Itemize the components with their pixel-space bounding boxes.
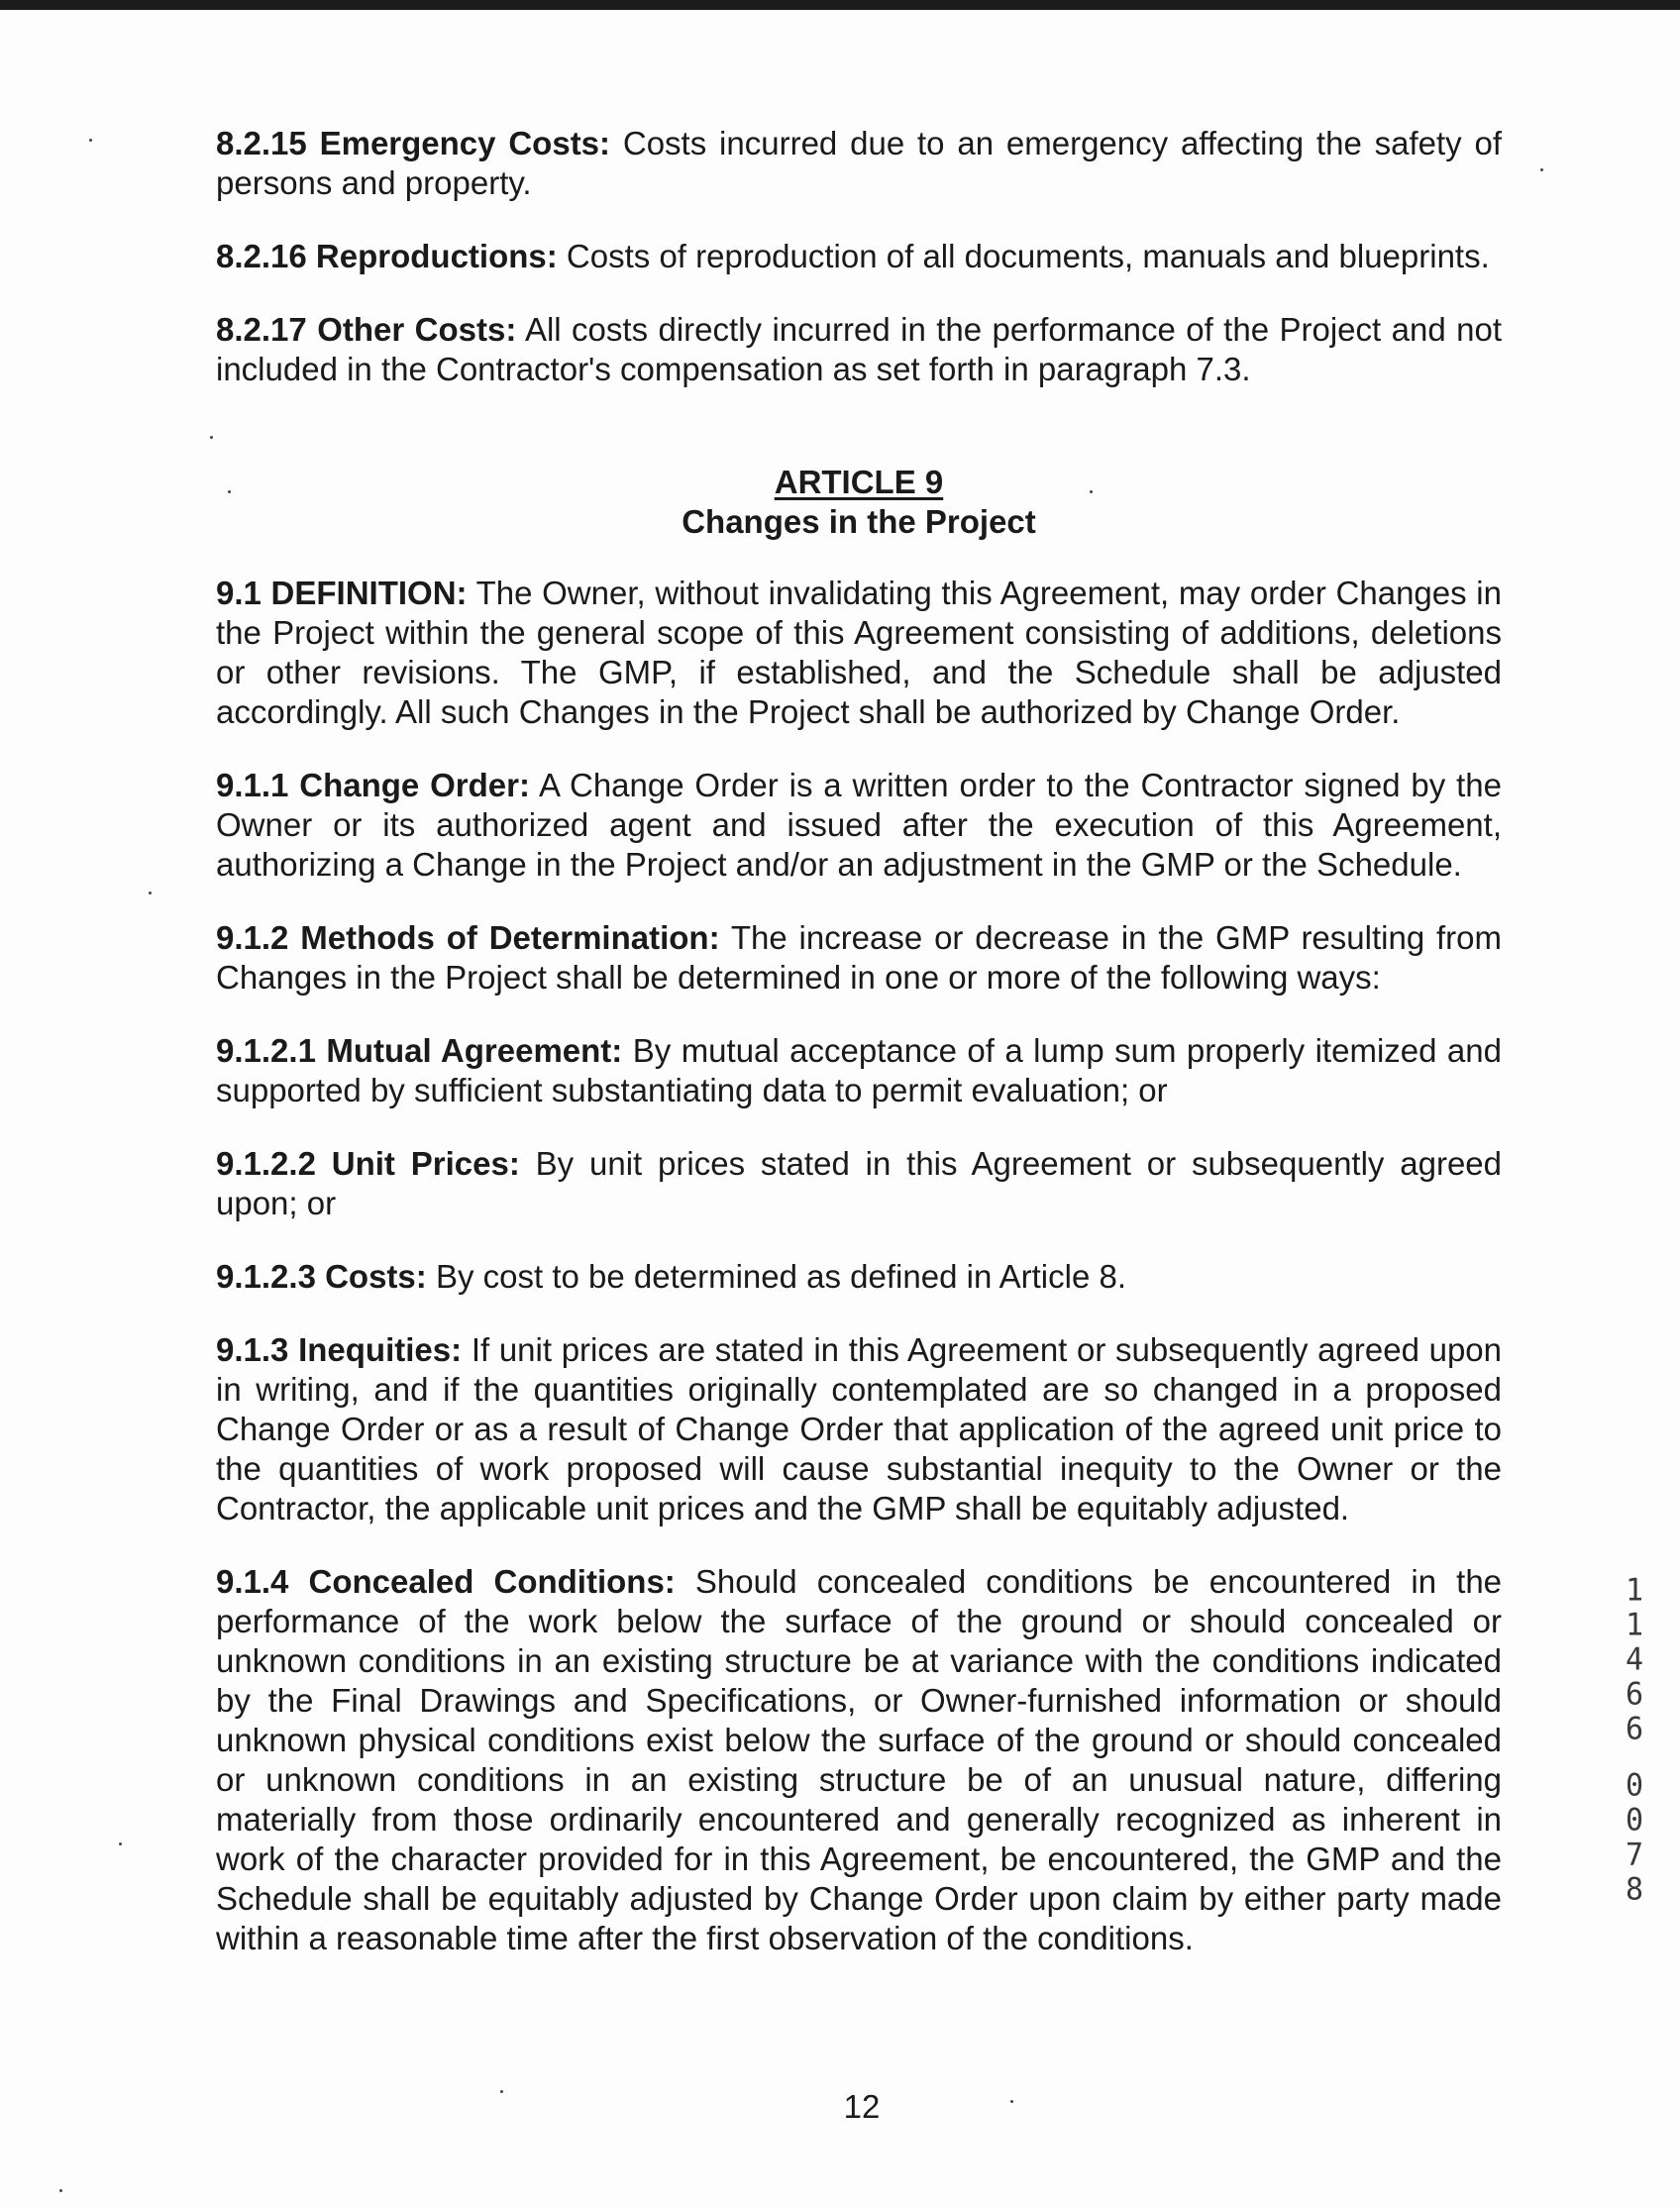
section-9-1-4: [216, 1562, 1502, 1958]
section-label: Costs:: [325, 1258, 427, 1295]
bates-digit: 6: [1625, 1711, 1644, 1747]
bates-digit: 8: [1625, 1871, 1644, 1908]
bates-stamp: [1620, 1573, 1649, 1907]
section-9-1-2-2: [216, 1144, 1502, 1223]
scan-speck: [1010, 2100, 1013, 2103]
section-number: 9.1.2.2: [216, 1145, 316, 1182]
document-body: [216, 124, 1502, 1958]
section-label: Concealed Conditions:: [308, 1563, 676, 1600]
section-9-1: [216, 574, 1502, 732]
section-text: The increase or decrease in the GMP resulting from Changes in the Project shall be determined in one or more of the following ways:: [216, 919, 1503, 996]
scan-speck: [1540, 168, 1543, 171]
section-text: The Owner, without invalidating this Agreement, may order Changes in the Project within the general scope of this Agreement consisting of additions, deletions or other revisions. The GMP, if established, and the Schedule shall be adjusted accordingly. All such Changes in the Project shall be authorized by Change Order.: [216, 575, 1502, 730]
section-label: Emergency Costs:: [319, 125, 611, 161]
bates-digit: 4: [1625, 1641, 1644, 1678]
section-label: Other Costs:: [317, 311, 517, 348]
section-9-1-3: [216, 1330, 1502, 1528]
section-text: A Change Order is a written order to the Contractor signed by the Owner or its authorized agent and issued after the execution of this Agreement, authorizing a Change in the Project and/or an adjustment in the GMP or the Schedule.: [216, 767, 1502, 883]
paragraph-8-2-15: [216, 124, 1502, 203]
scan-speck: [89, 139, 92, 142]
section-text: Costs incurred due to an emergency affecting the safety of persons and property.: [216, 125, 1503, 201]
section-text: Should concealed conditions be encountered in the performance of the work below the surface of the ground or should concealed or unknown conditions in an existing structure be at variance with the conditions indicated by the Final Drawings and Specifications, or Owner-furnished information or should unknown physical conditions exist below the surface of the ground or should concealed or unknown conditions in an existing structure be of an unusual nature, differing materially from those ordinarily encountered and generally recognized as inherent in work of the character provided for in this Agreement, be encountered, the GMP and the Schedule shall be equitably adjusted by Change Order upon claim by either party made within a reasonable time after the first observation of the conditions.: [216, 1563, 1503, 1956]
section-text: Costs of reproduction of all documents, manuals and blueprints.: [566, 238, 1490, 274]
paragraph-8-2-16: [216, 237, 1502, 276]
section-label: DEFINITION:: [270, 575, 468, 611]
section-number: 8.2.17: [216, 311, 307, 348]
bates-digit: 6: [1625, 1676, 1644, 1713]
article-title: ARTICLE 9: [774, 464, 944, 500]
scan-speck: [59, 2189, 62, 2192]
page-number: 12: [843, 2088, 881, 2125]
section-text: By unit prices stated in this Agreement or subsequently agreed upon; or: [216, 1145, 1503, 1221]
bates-digit: 0: [1625, 1767, 1644, 1804]
section-number: 9.1.2.3: [216, 1258, 316, 1295]
section-9-1-1: [216, 766, 1502, 885]
bates-digit: 1: [1625, 1572, 1644, 1609]
section-label: Change Order:: [299, 767, 530, 803]
section-text: If unit prices are stated in this Agreement or subsequently agreed upon in writing, and if the quantities originally contemplated are so changed in a proposed Change Order or as a result of Change Order that application of the agreed unit price to the quantities of work proposed will cause substantial inequity to the Owner or the Contractor, the applicable unit prices and the GMP shall be equitably adjusted.: [216, 1331, 1503, 1526]
section-number: 9.1.2: [216, 919, 289, 956]
scan-speck: [210, 436, 213, 439]
section-label: Unit Prices:: [331, 1145, 520, 1182]
section-number: 8.2.15: [216, 125, 307, 161]
section-text: By cost to be determined as defined in Article 8.: [435, 1258, 1127, 1295]
section-label: Methods of Determination:: [300, 919, 720, 956]
section-label: Inequities:: [298, 1331, 463, 1368]
section-number: 9.1.3: [216, 1331, 289, 1368]
scan-speck: [149, 892, 152, 894]
section-number: 9.1.1: [216, 767, 289, 803]
article-heading: [216, 463, 1502, 542]
section-number: 9.1.4: [216, 1563, 289, 1600]
section-9-1-2-1: [216, 1031, 1502, 1110]
bates-digit: 7: [1625, 1837, 1644, 1873]
scan-speck: [500, 2090, 503, 2093]
section-number: 8.2.16: [216, 238, 307, 274]
section-text: All costs directly incurred in the performance of the Project and not included in the Contractor's compensation as set forth in paragraph 7.3.: [216, 311, 1502, 387]
section-9-1-2: [216, 918, 1502, 998]
bates-digit: 1: [1625, 1607, 1644, 1643]
section-9-1-2-3: [216, 1257, 1502, 1297]
scan-top-edge: [0, 0, 1680, 10]
section-label: Mutual Agreement:: [326, 1032, 623, 1069]
paragraph-8-2-17: [216, 310, 1502, 389]
section-number: 9.1: [216, 575, 262, 611]
section-text: By mutual acceptance of a lump sum properly itemized and supported by sufficient substantiating data to permit evaluation; or: [216, 1032, 1502, 1108]
section-label: Reproductions:: [315, 238, 558, 274]
article-subtitle: Changes in the Project: [682, 503, 1036, 540]
scan-speck: [119, 1842, 122, 1845]
section-number: 9.1.2.1: [216, 1032, 316, 1069]
bates-digit: 0: [1625, 1802, 1644, 1839]
